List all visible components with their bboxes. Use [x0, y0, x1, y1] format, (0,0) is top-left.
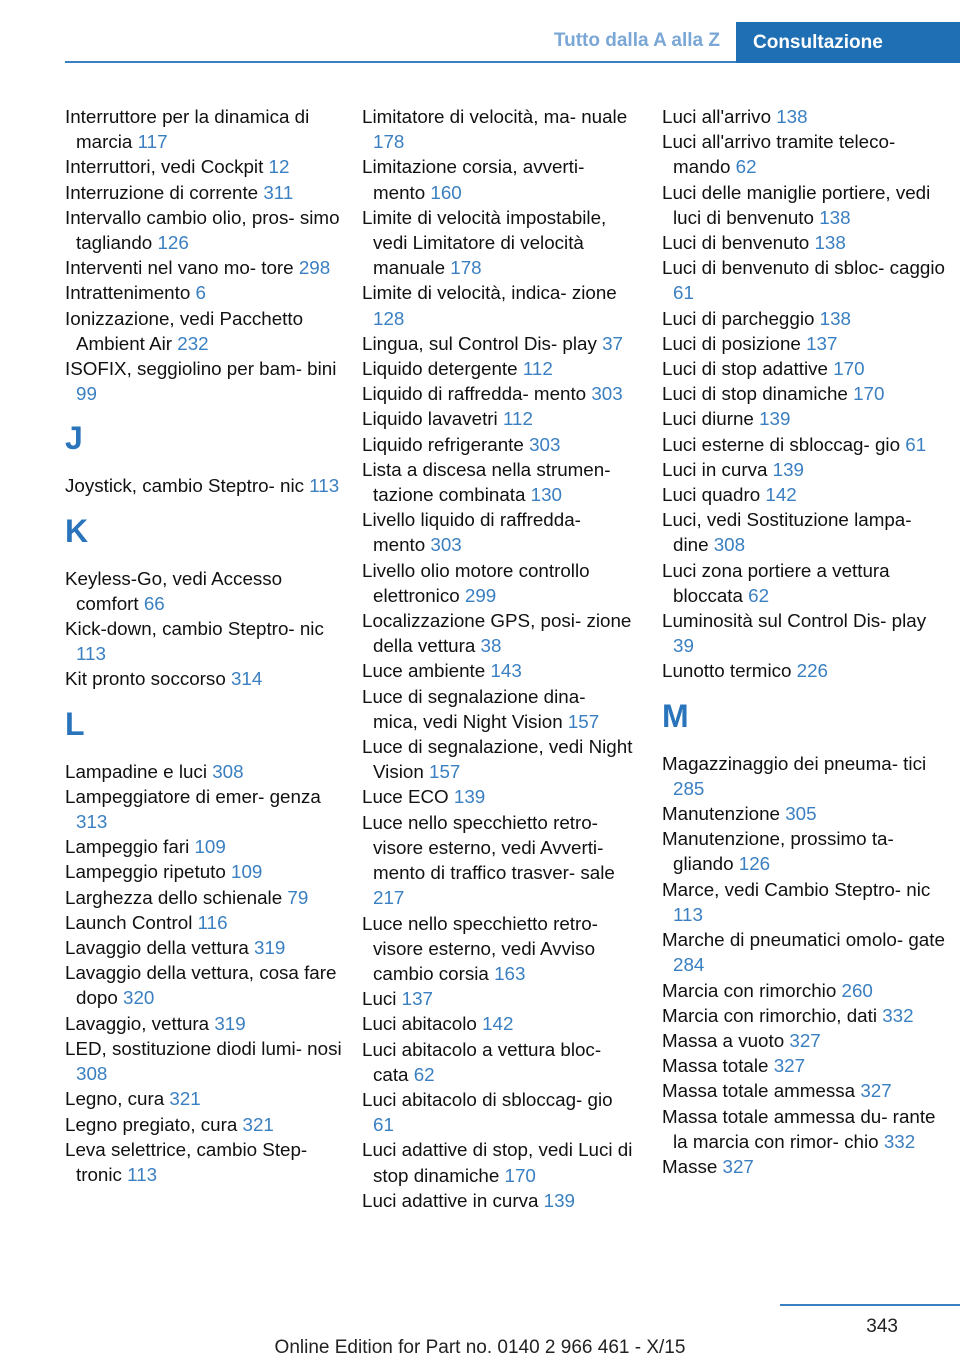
edition-note: Online Edition for Part no. 0140 2 966 461 - X/15 [274, 1337, 686, 1358]
index-page-link[interactable]: 303 [529, 433, 561, 455]
index-page-link[interactable]: 139 [772, 458, 804, 480]
index-page-link[interactable]: 332 [883, 1130, 916, 1152]
index-page-link[interactable]: 126 [738, 853, 771, 875]
index-entry [362, 1011, 634, 1036]
index-page-link[interactable]: 319 [214, 1012, 246, 1034]
index-page-link[interactable]: 113 [309, 475, 340, 497]
index-entry-text: Marce, vedi Cambio Steptro‐ nic [662, 878, 931, 900]
index-entry [65, 616, 347, 666]
index-entry-text: Limite di velocità, indica‐ zione [362, 282, 617, 304]
index-entry-text: Lampadine e luci [65, 760, 213, 782]
index-entry-text: Luci esterne di sbloccag‐ gio [662, 433, 906, 455]
index-entry-text: Liquido lavavetri [362, 408, 503, 430]
index-page-link[interactable]: 327 [722, 1155, 754, 1177]
index-page-link[interactable]: 62 [748, 584, 770, 606]
index-page-link[interactable]: 170 [853, 383, 885, 405]
index-entry-text: Leva selettrice, cambio Step‐ tronic [65, 1138, 308, 1185]
index-entry [65, 859, 347, 884]
index-entry-text: Luci quadro [662, 484, 766, 506]
index-entry-text: Luci [362, 988, 402, 1010]
index-page-link[interactable]: 285 [673, 777, 705, 799]
index-entry-text: ISOFIX, seggiolino per bam‐ bini [65, 358, 337, 380]
index-entry-text: Joystick, cambio Steptro‐ nic [65, 475, 310, 497]
index-entry-text: Luci adattive di stop, vedi Luci di stop dinamiche [362, 1139, 633, 1186]
index-page-link[interactable]: 163 [494, 962, 526, 984]
index-entry [362, 684, 634, 734]
index-entry [65, 935, 347, 960]
index-entry [362, 734, 634, 784]
index-page-link[interactable]: 113 [673, 903, 703, 925]
index-entry [65, 666, 347, 691]
index-entry-text: Intervallo cambio olio, pros‐ simo tagliando [65, 206, 340, 254]
index-entry-text: Launch Control [65, 911, 198, 933]
index-entry-text: Liquido refrigerante [362, 433, 530, 455]
index-entry-text: Lampeggiatore di emer‐ genza [65, 785, 321, 807]
index-entry [662, 457, 952, 482]
index-entry-text: Luci di posizione [662, 332, 807, 354]
index-entry [65, 885, 347, 910]
index-entry-text: Legno pregiato, cura [65, 1113, 243, 1135]
index-entry-text: Livello olio motore controllo elettronico [362, 559, 590, 606]
index-entry-text: Luci diurne [662, 408, 760, 430]
header-chapter-label: Consultazione [753, 31, 883, 53]
index-entry-text: Lingua, sul Control Dis‐ play [362, 332, 603, 354]
index-entry-text: Massa totale ammessa [662, 1080, 861, 1102]
index-page-link[interactable]: 137 [806, 332, 838, 354]
index-entry [662, 927, 952, 977]
index-page-link[interactable]: 62 [735, 156, 757, 178]
index-entry-text: Livello liquido di raffredda‐ mento [362, 509, 581, 556]
index-entry-text: Luci all'arrivo tramite teleco‐ mando [662, 131, 896, 178]
index-entry [362, 406, 634, 431]
index-entry-text: Limite di velocità impostabile, vedi Limitatore di velocità manuale [362, 206, 607, 279]
page-number: 343 [866, 1316, 898, 1337]
index-entry-text: Massa totale ammessa du‐ rante la marcia con rimor‐ chio [662, 1105, 936, 1152]
index-entry-text: Ionizzazione, vedi Pacchetto Ambient Air [65, 307, 304, 354]
index-entry [662, 826, 952, 876]
index-page-link[interactable]: 137 [401, 988, 434, 1010]
index-entry [65, 1086, 347, 1111]
index-entry [65, 280, 347, 305]
index-entry-text: Liquido detergente [362, 358, 523, 380]
index-entry [65, 154, 347, 179]
index-entry [362, 154, 634, 204]
index-entry [65, 960, 347, 1010]
index-page-link[interactable]: 116 [197, 911, 228, 933]
index-page-link[interactable]: 178 [373, 131, 405, 153]
header-section-title: Tutto dalla A alla Z [553, 30, 720, 51]
index-entry [65, 1112, 347, 1137]
index-page-link[interactable]: 61 [373, 1114, 394, 1136]
index-entry-text: Luce ambiente [362, 660, 491, 682]
index-page-link[interactable]: 128 [373, 307, 405, 329]
index-page-link[interactable]: 160 [430, 181, 462, 203]
index-entry [662, 129, 952, 179]
index-entry [662, 877, 952, 927]
index-entry [65, 566, 347, 616]
index-page-link[interactable]: 303 [430, 534, 462, 556]
index-page-link[interactable]: 226 [796, 660, 829, 682]
index-entry-text: Lista a discesa nella strumen‐ tazione combinata [362, 458, 611, 506]
index-page-link[interactable]: 305 [785, 803, 817, 825]
index-page-link[interactable]: 130 [530, 484, 562, 506]
index-entry [662, 331, 952, 356]
index-entry [662, 1028, 952, 1053]
index-page-link[interactable]: 143 [490, 660, 522, 682]
index-entry-text: Luci di stop adattive [662, 358, 834, 380]
index-entry-text: Lavaggio della vettura [65, 937, 254, 959]
index-entry [65, 255, 347, 280]
index-page-link[interactable]: 109 [194, 836, 226, 858]
index-entry [362, 331, 634, 356]
index-entry-text: Luci abitacolo [362, 1013, 483, 1035]
index-page-link[interactable]: 38 [480, 635, 502, 657]
index-page-link[interactable]: 314 [230, 668, 263, 690]
index-entry-text: Luminosità sul Control Dis‐ play [662, 610, 927, 632]
index-entry-text: Interruttori, vedi Cockpit [65, 156, 269, 178]
index-entry [662, 104, 952, 129]
index-entry-text: Luci di benvenuto [662, 232, 815, 254]
index-page-link[interactable]: 327 [789, 1029, 821, 1051]
index-entry-text: Lampeggio ripetuto [65, 861, 232, 883]
index-entry [362, 104, 634, 154]
index-page-link[interactable]: 320 [123, 987, 155, 1009]
index-entry-text: Luci zona portiere a vettura bloccata [662, 559, 890, 606]
index-entry-text: Luce ECO [362, 786, 454, 808]
index-entry-text: Limitazione corsia, avverti‐ mento [362, 156, 585, 203]
index-entry-text: Marcia con rimorchio, dati [662, 1004, 883, 1026]
index-page-link[interactable]: 66 [143, 592, 165, 614]
index-entry [662, 608, 952, 658]
index-entry [362, 205, 634, 281]
index-page-link[interactable]: 284 [673, 954, 705, 976]
index-page-link[interactable]: 299 [464, 584, 497, 606]
index-entry-text: Luci delle maniglie portiere, vedi luci di benvenuto [662, 181, 931, 228]
index-page-link[interactable]: 62 [413, 1063, 435, 1085]
index-page-link[interactable]: 319 [254, 937, 286, 959]
index-entry [362, 1037, 634, 1087]
index-entry [65, 759, 347, 784]
index-entry [362, 356, 634, 381]
index-entry [662, 255, 952, 305]
index-entry-text: Lavaggio della vettura, cosa fare dopo [65, 962, 337, 1009]
index-entry-text: Magazzinaggio dei pneuma‐ tici [662, 752, 927, 774]
index-entry [662, 230, 952, 255]
index-entry [65, 473, 347, 498]
footer-rule [780, 1304, 960, 1306]
index-page-link[interactable]: 308 [713, 534, 746, 556]
index-letter-heading: M [662, 697, 689, 734]
index-page-link[interactable]: 138 [776, 106, 808, 127]
index-entry-text: Luci adattive in curva [362, 1189, 544, 1211]
index-page-link[interactable]: 157 [567, 710, 600, 732]
index-page-link[interactable]: 109 [231, 861, 263, 883]
index-page-link[interactable]: 170 [833, 358, 865, 380]
index-page-link[interactable]: 99 [76, 383, 97, 405]
index-page-link[interactable]: 112 [522, 358, 553, 380]
index-page-link[interactable]: 308 [76, 1063, 108, 1085]
index-entry-text: Limitatore di velocità, ma‐ nuale [362, 106, 628, 127]
index-entry-text: Luci di benvenuto di sbloc‐ caggio [662, 257, 945, 279]
index-entry [362, 658, 634, 683]
index-entry-text: Luci abitacolo a vettura bloc‐ cata [362, 1038, 602, 1085]
index-entry [662, 507, 952, 557]
index-entry-text: Luci all'arrivo [662, 106, 777, 127]
index-entry [362, 608, 634, 658]
index-page-link[interactable]: 142 [765, 484, 797, 506]
index-page-link[interactable]: 117 [137, 131, 168, 153]
index-page-link[interactable]: 138 [819, 206, 851, 228]
index-entry-text: Larghezza dello schienale [65, 886, 288, 908]
index-entry [362, 1087, 634, 1137]
index-entry [662, 180, 952, 230]
index-page-link[interactable]: 327 [860, 1080, 892, 1102]
index-entry [362, 1137, 634, 1187]
index-page-link[interactable]: 332 [882, 1004, 914, 1026]
index-entry [362, 432, 634, 457]
index-entry-text: Manutenzione [662, 803, 786, 825]
index-entry [362, 1188, 634, 1213]
index-entry [65, 306, 347, 356]
index-entry [662, 356, 952, 381]
index-entry-text: Interventi nel vano mo‐ tore [65, 257, 299, 279]
index-page-link[interactable]: 217 [373, 887, 405, 909]
index-entry-text: Legno, cura [65, 1088, 170, 1110]
index-entry [362, 784, 634, 809]
index-entry [662, 658, 952, 683]
index-entry [65, 910, 347, 935]
index-page-link[interactable]: 142 [482, 1013, 514, 1035]
index-entry [362, 381, 634, 406]
index-page-link[interactable]: 138 [814, 232, 846, 254]
index-page-link[interactable]: 139 [453, 786, 486, 808]
index-entry [362, 457, 634, 507]
index-entry [362, 507, 634, 557]
index-entry-text: Luce di segnalazione, vedi Night Vision [362, 736, 633, 783]
index-page-link[interactable]: 61 [905, 433, 927, 455]
index-entry-text: Luce nello specchietto retro‐ visore esterno, vedi Avverti‐ mento di traffico trasver‐ sale [362, 811, 615, 884]
index-entry-text: Intrattenimento [65, 282, 196, 304]
index-column-2 [362, 104, 634, 1213]
index-entry [662, 1154, 952, 1179]
index-entry-text: Masse [662, 1155, 723, 1177]
index-column-3 [662, 104, 952, 1179]
index-page-link[interactable]: 327 [773, 1055, 806, 1077]
index-letter-heading: J [65, 420, 83, 457]
index-page-link[interactable]: 138 [819, 307, 852, 329]
index-entry [662, 381, 952, 406]
index-page-link[interactable]: 37 [602, 332, 623, 354]
index-entry-text: Kit pronto soccorso [65, 668, 231, 690]
index-entry-text: Luci di parcheggio [662, 307, 820, 329]
index-entry [662, 482, 952, 507]
index-entry-text: Luci abitacolo di sbloccag‐ gio [362, 1088, 613, 1110]
index-page-link[interactable]: 308 [212, 760, 244, 782]
index-letter-heading: K [65, 512, 89, 549]
index-entry [662, 1053, 952, 1078]
index-entry-text: Massa a vuoto [662, 1029, 790, 1051]
index-page-link[interactable]: 311 [263, 181, 294, 203]
index-entry [662, 751, 952, 801]
index-page-link[interactable]: 298 [298, 257, 331, 279]
index-entry [662, 558, 952, 608]
index-entry [65, 356, 347, 406]
index-page-link[interactable]: 178 [450, 257, 482, 279]
index-entry-text: Kick-down, cambio Steptro‐ nic [65, 618, 324, 640]
index-letter-heading: L [65, 705, 85, 742]
index-entry-text: Marcia con rimorchio [662, 979, 842, 1001]
index-page-link[interactable]: 61 [673, 282, 694, 304]
index-page-link[interactable]: 112 [502, 408, 533, 430]
index-page-link[interactable]: 313 [76, 811, 108, 833]
index-page-link[interactable]: 126 [157, 232, 189, 254]
index-entry [65, 205, 347, 255]
index-entry [362, 911, 634, 987]
index-entry-text: Interruzione di corrente [65, 181, 264, 203]
index-entry [662, 801, 952, 826]
index-page-link[interactable]: 321 [242, 1113, 274, 1135]
index-entry [362, 558, 634, 608]
index-entry-text: Luci, vedi Sostituzione lampa‐ dine [662, 509, 912, 556]
index-page-link[interactable]: 113 [76, 643, 106, 665]
index-entry-text: Luci di stop dinamiche [662, 383, 854, 405]
index-entry [362, 986, 634, 1011]
index-page-link[interactable]: 6 [195, 282, 206, 304]
index-entry [662, 406, 952, 431]
index-entry-text: LED, sostituzione diodi lumi‐ nosi [65, 1037, 342, 1059]
index-entry [662, 432, 952, 457]
index-entry [662, 1003, 952, 1028]
index-entry [65, 180, 347, 205]
index-entry [65, 1036, 347, 1086]
index-entry [362, 280, 634, 330]
index-entry-text: Luci in curva [662, 458, 773, 480]
index-entry [662, 1078, 952, 1103]
index-entry-text: Lavaggio, vettura [65, 1012, 215, 1034]
index-page-link[interactable]: 113 [127, 1163, 158, 1185]
index-entry-text: Localizzazione GPS, posi‐ zione della vettura [362, 610, 632, 657]
index-page-link[interactable]: 232 [177, 332, 209, 354]
index-entry-text: Luce di segnalazione dina‐ mica, vedi Night Vision [362, 685, 586, 732]
index-entry-text: Interruttore per la dinamica di marcia [65, 106, 310, 153]
index-entry [65, 834, 347, 859]
index-page-link[interactable]: 260 [841, 979, 873, 1001]
header-chapter-tab [736, 22, 960, 63]
index-entry [662, 1104, 952, 1154]
index-entry-text: Lampeggio fari [65, 836, 195, 858]
index-page-link[interactable]: 321 [169, 1088, 201, 1110]
index-entry [65, 104, 347, 154]
index-entry [65, 1137, 347, 1187]
index-entry-text: Luce nello specchietto retro‐ visore esterno, vedi Avviso cambio corsia [362, 912, 598, 984]
index-entry [65, 1011, 347, 1036]
index-page-link[interactable]: 139 [759, 408, 791, 430]
index-entry-text: Massa totale [662, 1055, 774, 1077]
index-page-link[interactable]: 157 [429, 761, 461, 783]
index-entry-text: Keyless-Go, vedi Accesso comfort [65, 567, 283, 614]
index-entry-text: Liquido di raffredda‐ mento [362, 383, 592, 405]
index-page-link[interactable]: 139 [543, 1189, 575, 1211]
index-page-link[interactable]: 79 [287, 886, 309, 908]
index-entry [362, 810, 634, 911]
index-page-link[interactable]: 303 [591, 383, 623, 405]
index-entry-text: Manutenzione, prossimo ta‐ gliando [662, 828, 894, 875]
index-entry-text: Marche di pneumatici omolo‐ gate [662, 929, 945, 951]
index-page-link[interactable]: 170 [504, 1164, 536, 1186]
index-column-1 [65, 104, 347, 1187]
index-entry [662, 306, 952, 331]
index-entry [65, 784, 347, 834]
index-page-link[interactable]: 12 [268, 156, 290, 178]
index-page-link[interactable]: 39 [673, 635, 694, 657]
index-entry [662, 978, 952, 1003]
index-entry-text: Lunotto termico [662, 660, 797, 682]
